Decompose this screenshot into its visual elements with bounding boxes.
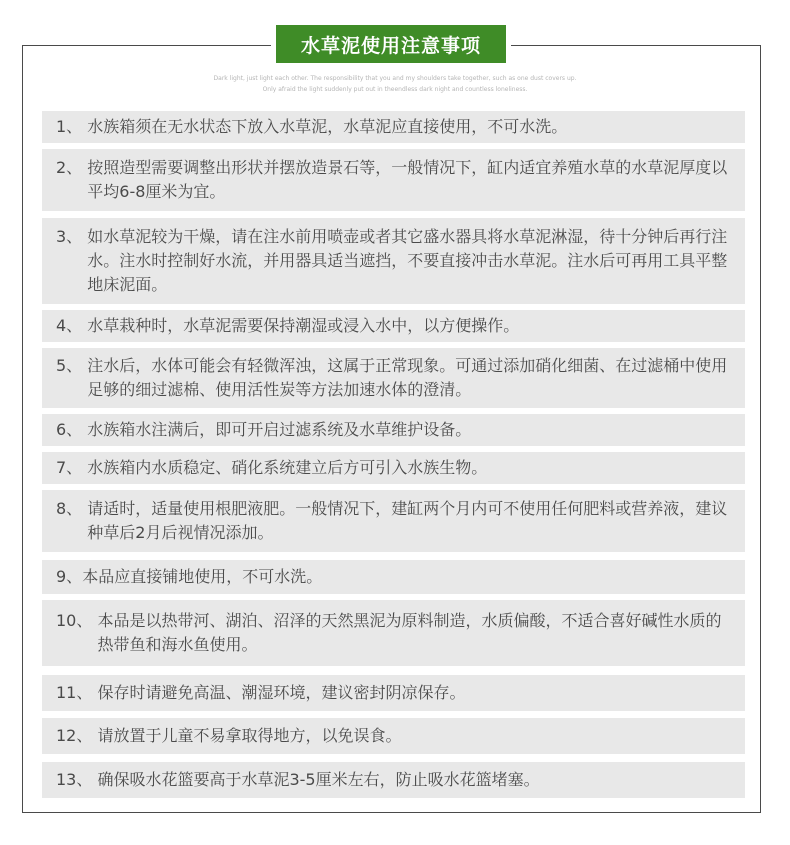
item-number: 2、 — [56, 158, 88, 177]
item-text: 水族箱内水质稳定、硝化系统建立后方可引入水族生物。 — [87, 458, 488, 477]
item-text: 注水后，水体可能会有轻微浑浊，这属于正常现象。可通过添加硝化细菌、在过滤桶中使用足够的细过滤棉、使用活性炭等方法加速水体的澄清。 — [87, 356, 728, 399]
notice-item-4 — [42, 310, 745, 342]
item-number: 3、 — [56, 227, 88, 246]
item-text: 本品是以热带河、湖泊、沼泽的天然黑泥为原料制造，水质偏酸，不适合喜好碱性水质的热带鱼和海水鱼使用。 — [97, 611, 722, 654]
item-number: 7、 — [56, 458, 88, 477]
notice-item-1 — [42, 111, 745, 143]
item-number: 1、 — [56, 117, 88, 136]
item-number: 6、 — [56, 420, 88, 439]
item-text: 确保吸水花篮要高于水草泥3-5厘米左右，防止吸水花篮堵塞。 — [97, 770, 540, 789]
notice-item-11 — [42, 675, 745, 711]
title-tab — [271, 23, 511, 65]
notice-item-8 — [42, 490, 745, 552]
item-text: 水草栽种时，水草泥需要保持潮湿或浸入水中，以方便操作。 — [87, 316, 520, 335]
item-text: 如水草泥较为干燥，请在注水前用喷壶或者其它盛水器具将水草泥淋湿，待十分钟后再行注水。注水时控制好水流，并用器具适当遮挡，不要直接冲击水草泥。注水后可再用工具平整地床泥面。 — [87, 227, 728, 294]
item-text: 保存时请避免高温、潮湿环境，建议密封阴凉保存。 — [97, 683, 466, 702]
page-title: 水草泥使用注意事项 — [276, 25, 506, 63]
item-number: 9、 — [56, 567, 83, 586]
notice-item-6 — [42, 414, 745, 446]
item-text: 本品应直接铺地使用，不可水洗。 — [82, 567, 323, 586]
notice-item-9 — [42, 560, 745, 594]
item-number: 4、 — [56, 316, 88, 335]
decorative-subtitle-line-2: Only afraid the light suddenly put out in theendless dark night and countless loneliness. — [262, 86, 528, 93]
item-number: 8、 — [56, 499, 88, 518]
item-text: 请适时，适量使用根肥液肥。一般情况下，建缸两个月内可不使用任何肥料或营养液，建议种草后2月后视情况添加。 — [87, 499, 728, 542]
item-number: 10、 — [56, 611, 98, 630]
notice-item-2 — [42, 149, 745, 211]
notice-item-12 — [42, 718, 745, 754]
item-number: 12、 — [56, 726, 98, 745]
notice-item-10 — [42, 600, 745, 666]
notice-item-3 — [42, 218, 745, 304]
item-number: 5、 — [56, 356, 88, 375]
item-text: 按照造型需要调整出形状并摆放造景石等，一般情况下，缸内适宜养殖水草的水草泥厚度以平均6-8厘米为宜。 — [87, 158, 728, 201]
item-text: 水族箱水注满后，即可开启过滤系统及水草维护设备。 — [87, 420, 472, 439]
notice-item-7 — [42, 452, 745, 484]
item-number: 11、 — [56, 683, 98, 702]
notice-item-13 — [42, 762, 745, 798]
notice-item-5 — [42, 348, 745, 408]
decorative-subtitle-line-1: Dark light, just light each other. The responsibility that you and my shoulders take together, such as one dust covers up. — [213, 75, 577, 82]
item-number: 13、 — [56, 770, 98, 789]
item-text: 水族箱须在无水状态下放入水草泥，水草泥应直接使用，不可水洗。 — [87, 117, 568, 136]
item-text: 请放置于儿童不易拿取得地方，以免误食。 — [97, 726, 402, 745]
